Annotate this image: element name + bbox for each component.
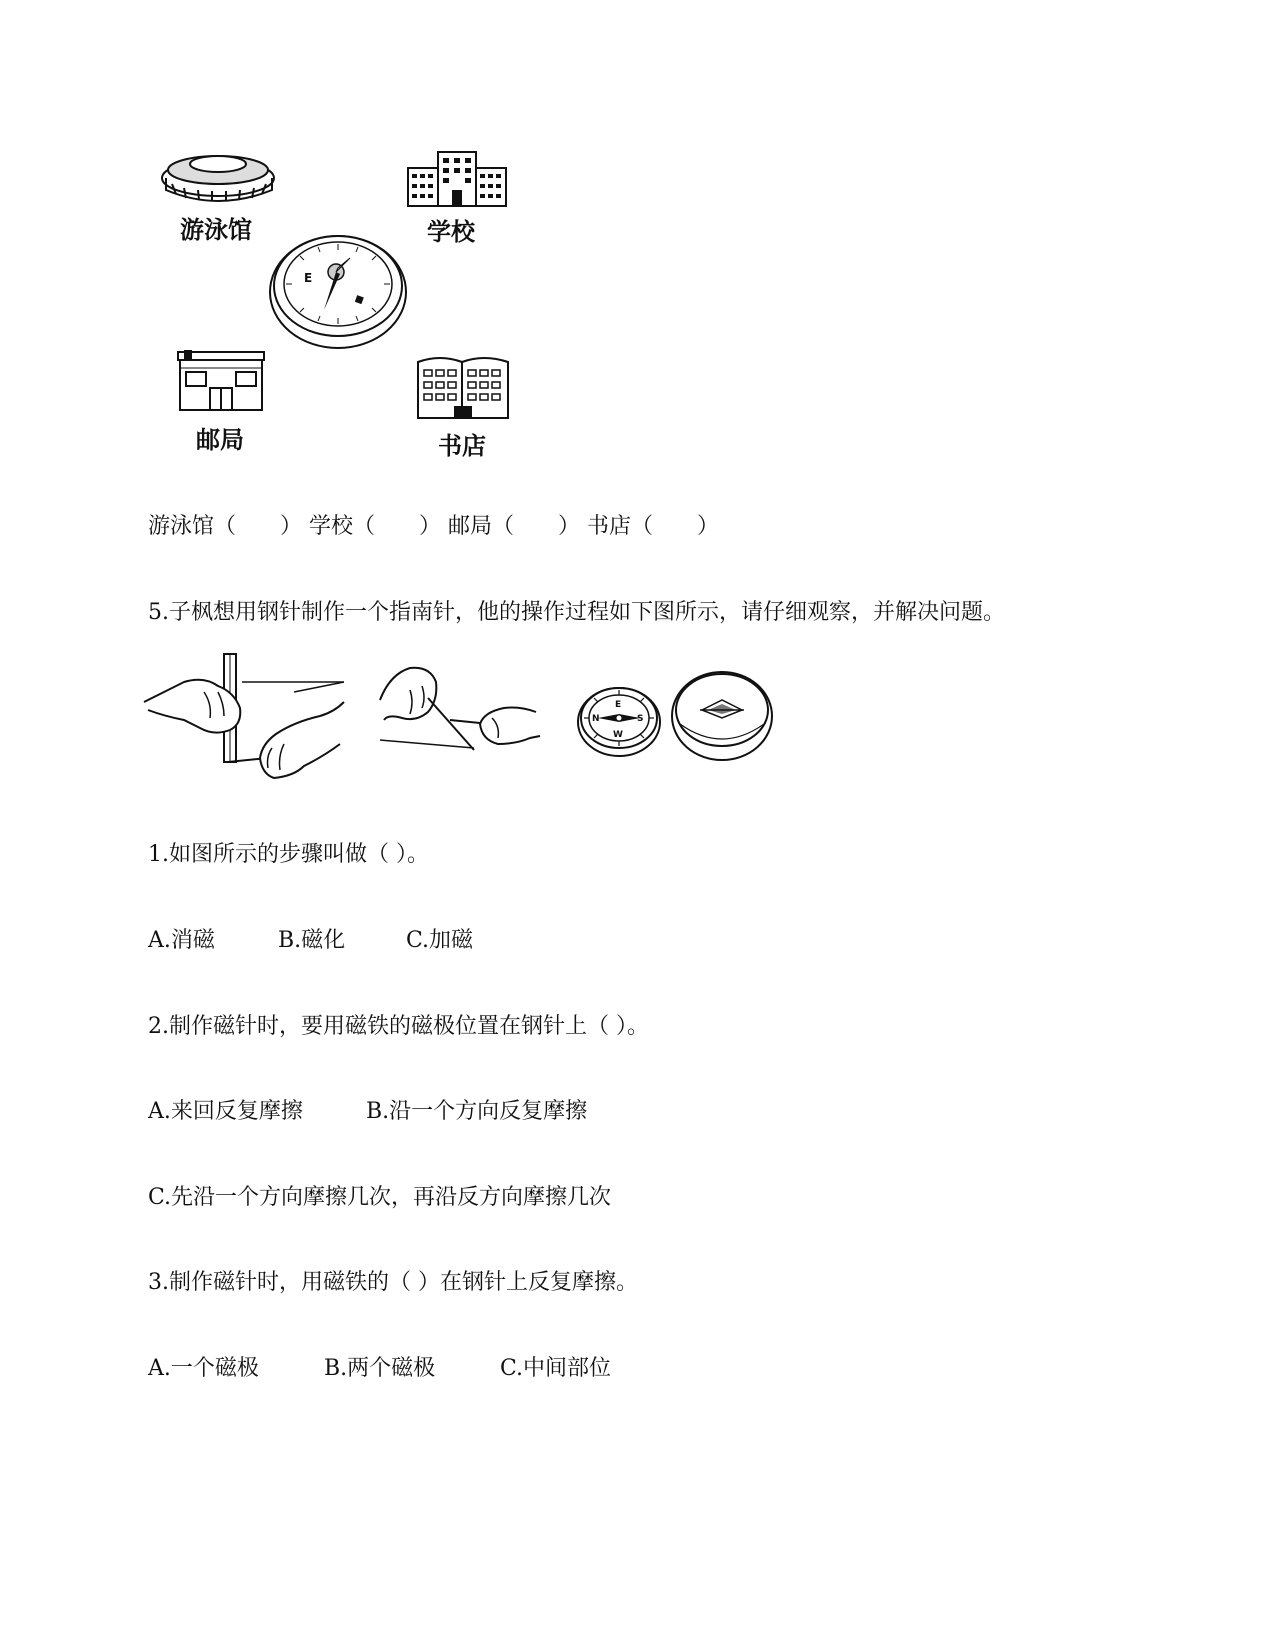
option-3a[interactable]: A.一个磁极 — [148, 1356, 259, 1381]
question-5-prompt: 5.子枫想用钢针制作一个指南针，他的操作过程如下图所示，请仔细观察，并解决问题。 — [148, 600, 1005, 625]
option-2b[interactable]: B.沿一个方向反复摩擦 — [366, 1099, 588, 1124]
test-compass-image — [576, 682, 662, 758]
answer-school[interactable]: 学校（ ） — [309, 514, 442, 539]
bookstore-label: 书店 — [438, 432, 486, 460]
option-1a[interactable]: A.消磁 — [148, 928, 215, 953]
subquestion-3-options — [148, 1354, 611, 1384]
compass-letter-e2: E — [615, 700, 622, 710]
swimming-pool-label: 游泳馆 — [180, 216, 252, 244]
answer-bookstore[interactable]: 书店（ ） — [587, 514, 720, 539]
answer-swimming-pool[interactable]: 游泳馆（ ） — [148, 514, 303, 539]
direction-answer-line — [148, 512, 719, 542]
option-1c[interactable]: C.加磁 — [406, 928, 474, 953]
post-office-image — [178, 348, 264, 412]
option-2c[interactable]: C.先沿一个方向摩擦几次，再沿反方向摩擦几次 — [148, 1185, 612, 1210]
compass-letter-w: W — [613, 730, 623, 740]
compass-letter-n: N — [592, 714, 600, 724]
compass-letter-s: S — [637, 714, 644, 724]
option-3b[interactable]: B.两个磁极 — [324, 1356, 436, 1381]
subquestion-1-options — [148, 926, 473, 956]
subquestion-1: 1.如图所示的步骤叫做（ ）。 — [148, 842, 429, 867]
compass-letter-e: E — [304, 271, 313, 285]
answer-post-office[interactable]: 邮局（ ） — [448, 514, 581, 539]
subquestion-2: 2.制作磁针时，要用磁铁的磁极位置在钢针上（ ）。 — [148, 1014, 649, 1039]
option-1b[interactable]: B.磁化 — [278, 928, 346, 953]
needle-hands-image — [380, 660, 542, 760]
water-dish-image — [670, 668, 774, 762]
subquestion-3: 3.制作磁针时，用磁铁的（ ）在钢针上反复摩擦。 — [148, 1270, 638, 1295]
bookstore-image — [416, 352, 510, 420]
post-office-label: 邮局 — [196, 426, 244, 454]
rubbing-needle-image — [144, 652, 350, 788]
school-label: 学校 — [427, 218, 475, 246]
subquestion-2-options-row1 — [148, 1097, 587, 1127]
swimming-pool-image — [160, 140, 280, 210]
option-3c[interactable]: C.中间部位 — [500, 1356, 612, 1381]
school-image — [408, 150, 506, 208]
compass-image — [268, 228, 408, 350]
option-2a[interactable]: A.来回反复摩擦 — [148, 1099, 303, 1124]
